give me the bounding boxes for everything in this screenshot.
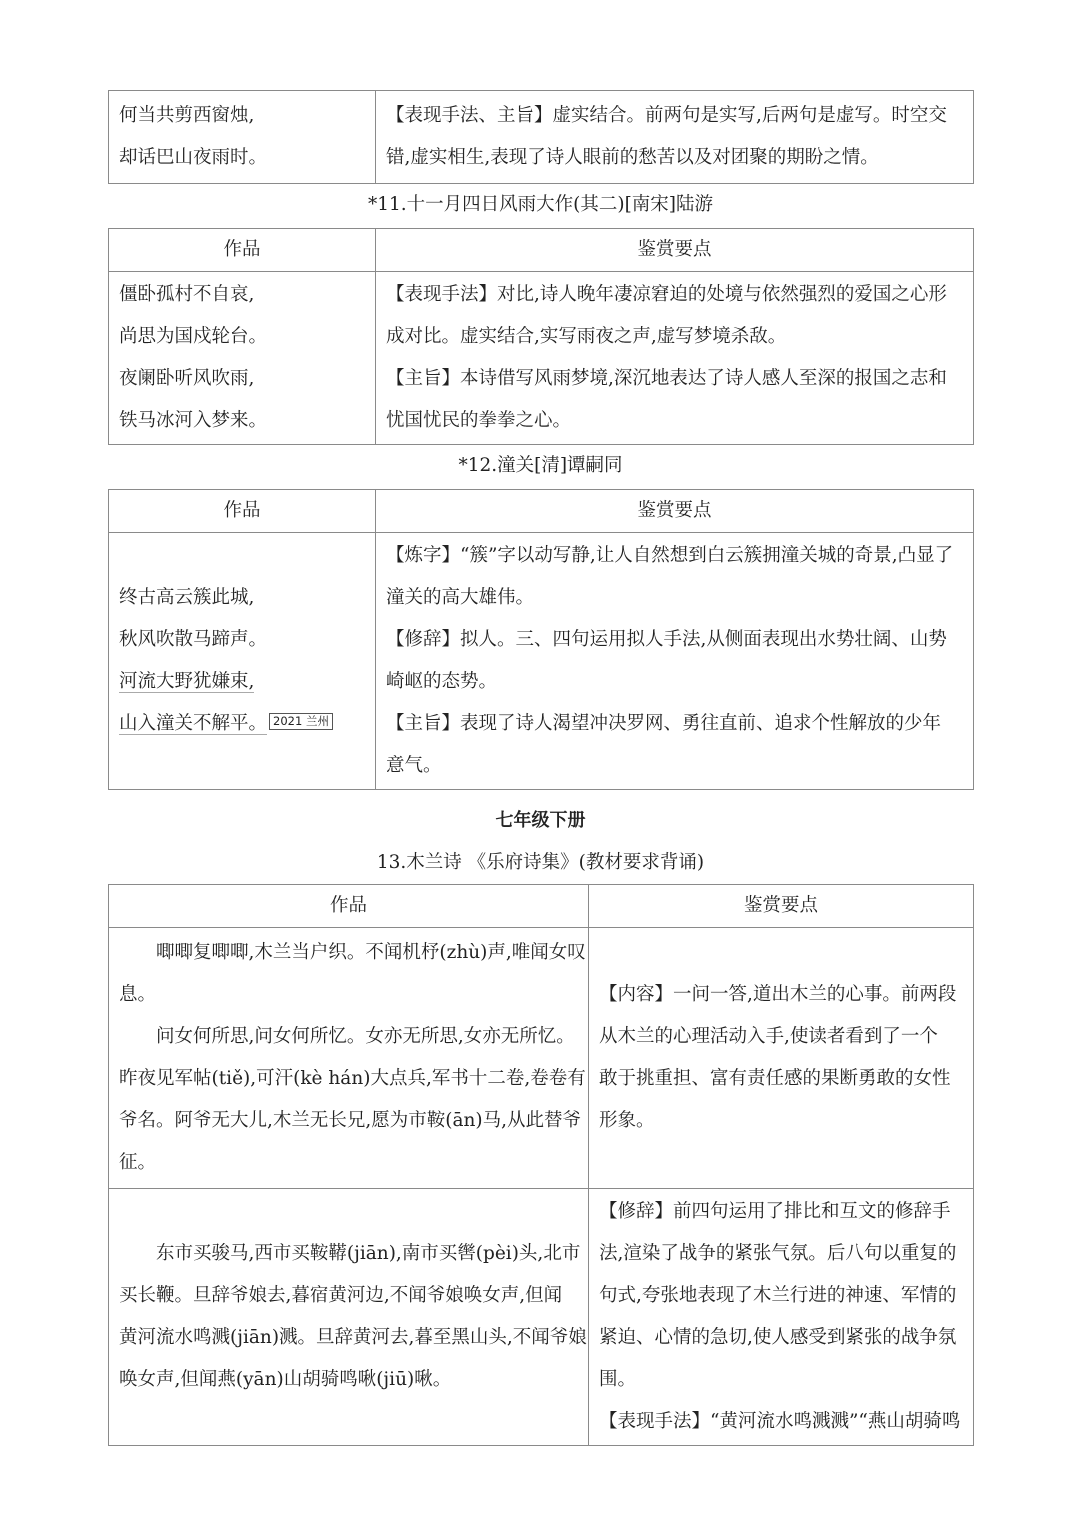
note-line: 【修辞】前四句运用了排比和互文的修辞手 xyxy=(599,1201,951,1222)
poem-line-wrap xyxy=(119,703,365,745)
poem-11-title: *11.十一月四日风雨大作(其二)[南宋]陆游 xyxy=(367,194,714,215)
poem-line: 尚思为国戍轮台。 xyxy=(119,326,268,347)
poem-line: 山入潼关不解平。 xyxy=(119,713,268,734)
table-header-row xyxy=(109,885,974,928)
column-header-work: 作品 xyxy=(109,490,376,533)
poem-table-13 xyxy=(108,884,974,1446)
poem-line: 终古高云簇此城, xyxy=(119,587,255,608)
note-line: 【主旨】本诗借写风雨梦境,深沉地表达了诗人感人至深的报国之志和 xyxy=(386,368,947,389)
notes-cell xyxy=(589,928,974,1189)
exam-tag: 2021 兰州 xyxy=(269,713,333,730)
poem-line: 铁马冰河入梦来。 xyxy=(119,410,268,431)
poem-line: 夜阑卧听风吹雨, xyxy=(119,368,255,389)
note-line: 【修辞】拟人。三、四句运用拟人手法,从侧面表现出水势壮阔、山势 xyxy=(386,629,947,650)
poem-line-wrap xyxy=(119,661,365,703)
poem-table-12 xyxy=(108,489,974,790)
note-line: 错,虚实相生,表现了诗人眼前的愁苦以及对团聚的期盼之情。 xyxy=(386,147,879,168)
note-line: 法,渲染了战争的紧张气氛。后八句以重复的 xyxy=(599,1243,957,1264)
poem-line: 爷名。阿爷无大儿,木兰无长兄,愿为市鞍(ān)马,从此替爷 xyxy=(119,1110,582,1131)
note-line: 【内容】一问一答,道出木兰的心事。前两段 xyxy=(599,984,957,1005)
poem-line: 买长鞭。旦辞爷娘去,暮宿黄河边,不闻爷娘唤女声,但闻 xyxy=(119,1285,563,1306)
poem-line: 征。 xyxy=(119,1152,157,1173)
table-row xyxy=(109,1189,974,1446)
table-row xyxy=(109,928,974,1189)
poem-line: 问女何所思,问女何所忆。女亦无所思,女亦无所忆。 xyxy=(156,1026,575,1047)
notes-cell xyxy=(376,91,974,184)
note-line: 句式,夸张地表现了木兰行进的神速、军情的 xyxy=(599,1285,957,1306)
poem-cell xyxy=(109,533,376,790)
note-line: 成对比。虚实结合,实写雨夜之声,虚写梦境杀敌。 xyxy=(386,326,787,347)
poem-line: 河流大野犹嫌束, xyxy=(119,671,255,692)
table-header-row xyxy=(109,490,974,533)
column-header-notes: 鉴赏要点 xyxy=(589,885,974,928)
note-line: 从木兰的心理活动入手,使读者看到了一个 xyxy=(599,1026,938,1047)
note-line: 【表现手法、主旨】虚实结合。前两句是实写,后两句是虚写。时空交 xyxy=(386,105,947,126)
note-line: 【炼字】“簇”字以动写静,让人自然想到白云簇拥潼关城的奇景,凸显了 xyxy=(386,545,954,566)
page xyxy=(108,90,973,1446)
poem-cell xyxy=(109,91,376,184)
note-line: 紧迫、心情的急切,使人感受到紧张的战争氛 xyxy=(599,1327,957,1348)
note-line: 【表现手法】“黄河流水鸣溅溅”“燕山胡骑鸣 xyxy=(599,1411,961,1432)
poem-line: 却话巴山夜雨时。 xyxy=(119,147,268,168)
notes-cell xyxy=(589,1189,974,1446)
poem-cell xyxy=(109,272,376,445)
poem-cell xyxy=(109,1189,589,1446)
poem-cell xyxy=(109,928,589,1189)
poem-12-title: *12.潼关[清]谭嗣同 xyxy=(458,455,623,476)
poem-line: 唧唧复唧唧,木兰当户织。不闻机杼(zhù)声,唯闻女叹 xyxy=(156,942,586,963)
poem-line: 唤女声,但闻燕(yān)山胡骑鸣啾(jiū)啾。 xyxy=(119,1369,452,1390)
note-line: 围。 xyxy=(599,1369,637,1390)
note-line: 【主旨】表现了诗人渴望冲决罗网、勇往直前、追求个性解放的少年 xyxy=(386,713,942,734)
grade-heading: 七年级下册 xyxy=(495,810,586,831)
poem-line: 东市买骏马,西市买鞍鞯(jiān),南市买辔(pèi)头,北市 xyxy=(156,1243,581,1264)
note-line: 崎岖的态势。 xyxy=(386,671,498,692)
note-line: 意气。 xyxy=(386,755,442,776)
note-line: 潼关的高大雄伟。 xyxy=(386,587,535,608)
column-header-notes: 鉴赏要点 xyxy=(376,490,974,533)
table-row xyxy=(109,91,974,184)
poem-line: 息。 xyxy=(119,984,157,1005)
poem-line: 昨夜见军帖(tiě),可汗(kè hán)大点兵,军书十二卷,卷卷有 xyxy=(119,1068,586,1089)
poem-table-11 xyxy=(108,228,974,445)
column-header-work: 作品 xyxy=(109,885,589,928)
table-row xyxy=(109,272,974,445)
poem-line: 僵卧孤村不自哀, xyxy=(119,284,255,305)
note-line: 【表现手法】对比,诗人晚年凄凉窘迫的处境与依然强烈的爱国之心形 xyxy=(386,284,947,305)
note-line: 形象。 xyxy=(599,1110,655,1131)
poem-line: 秋风吹散马蹄声。 xyxy=(119,629,268,650)
table-header-row xyxy=(109,229,974,272)
notes-cell xyxy=(376,533,974,790)
notes-cell xyxy=(376,272,974,445)
poem-line: 何当共剪西窗烛, xyxy=(119,105,255,126)
note-line: 忧国忧民的拳拳之心。 xyxy=(386,410,572,431)
column-header-notes: 鉴赏要点 xyxy=(376,229,974,272)
poem-line: 黄河流水鸣溅(jiān)溅。旦辞黄河去,暮至黑山头,不闻爷娘 xyxy=(119,1327,587,1348)
poem-table-10 xyxy=(108,90,974,184)
column-header-work: 作品 xyxy=(109,229,376,272)
poem-13-title: 13.木兰诗 《乐府诗集》(教材要求背诵) xyxy=(376,852,705,873)
table-row xyxy=(109,533,974,790)
note-line: 敢于挑重担、富有责任感的果断勇敢的女性 xyxy=(599,1068,951,1089)
